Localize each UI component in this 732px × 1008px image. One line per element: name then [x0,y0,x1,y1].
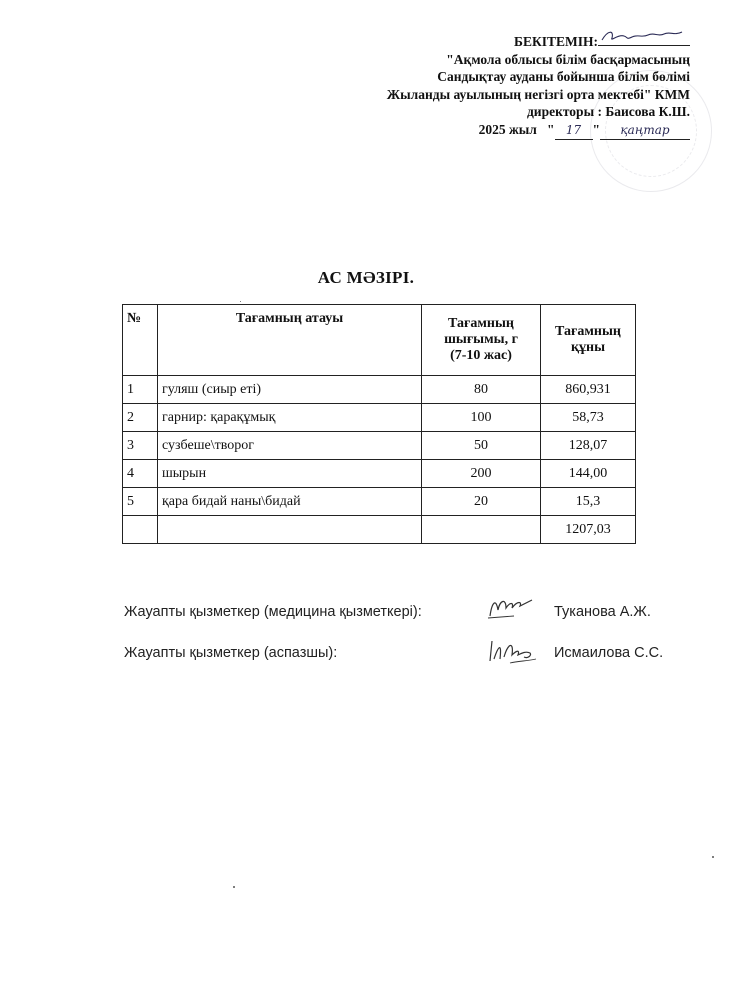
row-weight: 100 [422,404,541,432]
approval-header [310,32,690,51]
table-row [123,488,636,516]
approval-date: 2025 жыл " 17 " қаңтар [310,121,690,141]
signature-name: Туканова А.Ж. [554,604,651,620]
table-row [123,432,636,460]
row-price: 15,3 [541,488,636,516]
approval-label: БЕКІТЕМІН: [514,34,598,49]
header-price-line1: Тағамның [555,324,621,339]
row-weight: 200 [422,460,541,488]
scan-speck [233,886,235,888]
menu-table [122,304,636,544]
header-price-line2: құны [570,340,606,355]
page-title: АС МӘЗІРІ. [317,268,415,287]
handwritten-signature-icon [484,592,540,624]
header-weight [422,305,541,376]
header-weight-line2: шығымы, г [444,332,518,347]
signature-label: Жауапты қызметкер (аспазшы): [124,645,338,661]
approval-director: директоры : Баисова К.Ш. [526,104,690,119]
row-name: шырын [158,460,422,488]
row-price: 58,73 [541,404,636,432]
header-price [541,305,636,376]
total-price: 1207,03 [541,516,636,544]
approval-day: 17 [555,122,593,141]
row-name: гарнир: қарақұмық [158,404,422,432]
approval-org-line1: "Ақмола облысы білім басқармасының [446,51,690,67]
handwritten-signature-icon [484,633,544,669]
scan-speck [240,301,241,302]
total-name-empty [158,516,422,544]
signature-label: Жауапты қызметкер (медицина қызметкері): [124,604,422,620]
header-weight-line1: Тағамның [448,316,514,331]
approval-org-line2: Сандықтау ауданы бойынша білім бөлімі [437,69,690,84]
scan-speck [712,856,714,858]
header-weight-line3: (7-10 жас) [450,348,512,363]
table-row [123,404,636,432]
table-row [123,460,636,488]
total-weight-empty [422,516,541,544]
approval-org-line3: Жыланды ауылының негізгі орта мектебі" КММ [386,86,690,102]
header-num: № [123,305,158,376]
total-num-empty [123,516,158,544]
row-price: 128,07 [541,432,636,460]
row-weight: 80 [422,376,541,404]
signature-name: Исмаилова С.С. [554,645,664,661]
total-row [123,516,636,544]
row-num: 3 [123,432,158,460]
director-signature [598,32,690,46]
row-name: гуляш (сиыр еті) [158,376,422,404]
row-num: 4 [123,460,158,488]
table-row [123,376,636,404]
header-name: Тағамның атауы [158,305,422,376]
table-header-row [123,305,636,376]
row-price: 860,931 [541,376,636,404]
approval-month: қаңтар [600,122,690,141]
row-name: сузбеше\творог [158,432,422,460]
row-weight: 20 [422,488,541,516]
row-num: 2 [123,404,158,432]
row-weight: 50 [422,432,541,460]
director-signature-icon [598,28,690,44]
row-num: 1 [123,376,158,404]
approval-block [310,32,690,140]
row-price: 144,00 [541,460,636,488]
row-name: қара бидай наны\бидай [158,488,422,516]
row-num: 5 [123,488,158,516]
approval-year: 2025 жыл [478,121,537,137]
